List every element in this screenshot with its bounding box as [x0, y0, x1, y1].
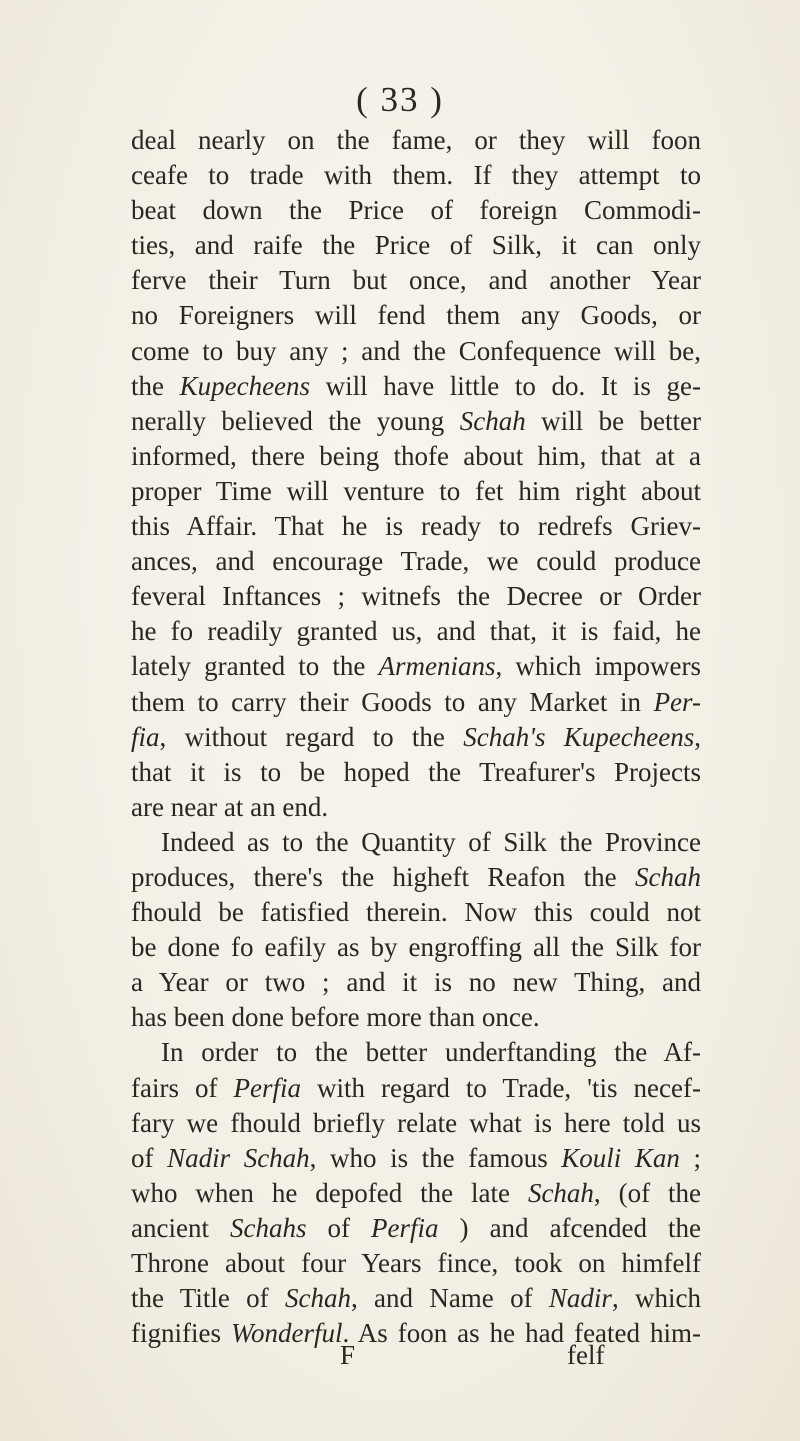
text-line: this Affair. That he is ready to redrefs Griev- [131, 511, 701, 542]
text-line: produces, there's the higheft Reafon the Schah [131, 861, 701, 892]
text-line: ties, and raife the Price of Silk, it can only [131, 230, 701, 261]
text-line: In order to the better underftanding the Af- [161, 1037, 701, 1068]
text-line: be done fo eafily as by engroffing all the Silk for [131, 932, 701, 963]
text-line: fia, without regard to the Schah's Kupecheens, [131, 721, 701, 752]
text-line: ceafe to trade with them. If they attempt to [131, 160, 701, 191]
text-line: come to buy any ; and the Confequence will be, [131, 335, 701, 366]
text-line: Indeed as to the Quantity of Silk the Province [161, 826, 701, 857]
text-line: ferve their Turn but once, and another Year [131, 265, 701, 296]
text-line: Throne about four Years fince, took on himfelf [131, 1248, 701, 1278]
text-line: beat down the Price of foreign Commodi- [131, 195, 701, 226]
text-line: ancient Schahs of Perfia ) and afcended the [131, 1212, 701, 1243]
text-line: informed, there being thofe about him, that at a [131, 440, 701, 471]
text-line: fary we fhould briefly relate what is here told us [131, 1107, 701, 1138]
text-line: fignifies Wonderful. As foon as he had feated him- [131, 1318, 702, 1349]
text-line: the Title of Schah, and Name of Nadir, which [131, 1283, 701, 1314]
text-line: a Year or two ; and it is no new Thing, and [131, 967, 701, 998]
signature-mark: F [340, 1340, 356, 1370]
text-line: deal nearly on the fame, or they will foon [131, 125, 701, 155]
text-line: has been done before more than once. [131, 1002, 540, 1033]
paragraph-3 [131, 1035, 701, 1351]
text-line: them to carry their Goods to any Market in Per- [131, 686, 701, 717]
text-line: who when he depofed the late Schah, (of the [131, 1177, 701, 1208]
text-line: lately granted to the Armenians, which impowers [131, 651, 702, 682]
text-line: no Foreigners will fend them any Goods, or [131, 300, 701, 331]
text-line: of Nadir Schah, who is the famous Kouli Kan ; [131, 1142, 701, 1173]
text-line: fhould be fatisfied therein. Now this could not [131, 897, 701, 928]
paragraph-2 [131, 825, 701, 1036]
page-number: ( 33 ) [356, 80, 444, 119]
text-line: fairs of Perfia with regard to Trade, 'tis necef- [131, 1072, 701, 1103]
catchword: felf [567, 1340, 605, 1370]
text-line: feveral Inftances ; witnefs the Decree or Order [131, 581, 701, 612]
text-line: that it is to be hoped the Treafurer's Projects [131, 756, 701, 787]
text-line: are near at an end. [131, 791, 329, 822]
text-line: he fo readily granted us, and that, it is faid, he [131, 616, 701, 647]
paragraph-1 [131, 123, 701, 825]
text-line: proper Time will venture to fet him right about [131, 475, 701, 506]
text-line: nerally believed the young Schah will be better [131, 405, 702, 436]
text-line: ances, and encourage Trade, we could produce [131, 546, 701, 577]
body-text [131, 123, 701, 1351]
text-line: the Kupecheens will have little to do. It is ge- [131, 370, 701, 401]
